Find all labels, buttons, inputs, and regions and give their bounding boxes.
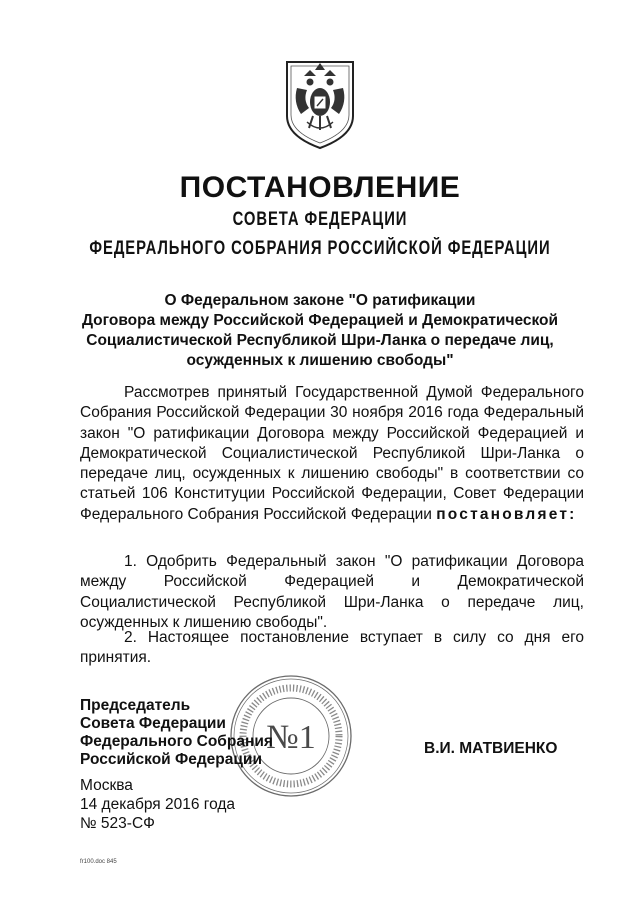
signer-position-line: Совета Федерации: [80, 715, 226, 732]
document-number: № 523-СФ: [80, 815, 155, 832]
law-title-line: О Федеральном законе "О ратификации: [164, 292, 476, 309]
stamp-number: №1: [266, 719, 316, 756]
city: Москва: [80, 777, 133, 794]
preamble-paragraph: [80, 383, 584, 525]
place-and-date: [80, 776, 235, 833]
item-2-paragraph: 2. Настоящее постановление вступает в силу со дня его принятия.: [80, 629, 584, 667]
law-title-line: Социалистической Республикой Шри-Ланка о передаче лиц,: [86, 332, 554, 349]
document-date: 14 декабря 2016 года: [80, 796, 236, 813]
signer-position-line: Председатель: [80, 697, 191, 714]
signer-position-line: Федерального Собрания: [80, 733, 273, 750]
decides-word: постановляет:: [436, 505, 577, 523]
law-title: [60, 291, 580, 371]
signer-name: В.И. МАТВИЕНКО: [424, 740, 558, 757]
item-1-paragraph: 1. Одобрить Федеральный закон "О ратификации Договора между Российской Федерацией и Демократической Социалистической Республикой Шри-Ланка о передаче лиц, осужденных к лишению свободы".: [80, 553, 584, 631]
document-subtitle-assembly: ФЕДЕРАЛЬНОГО СОБРАНИЯ РОССИЙСКОЙ ФЕДЕРАЦИИ: [89, 238, 551, 259]
law-title-line: Договора между Российской Федерацией и Демократической: [81, 312, 559, 329]
preamble-text: Рассмотрев принятый Государственной Думой Федерального Собрания Российской Федерации 30 ноября 2016 года Федеральный закон "О ратификации Договора между Российской Федерацией и Демократической Социалистической Республикой Шри-Ланка о передаче лиц, осужденных к лишению свободы" в соответствии со статьей 106 Конституции Российской Федерации, Совет Федерации Федерального Собрания Российской Федерации: [80, 384, 584, 523]
signer-position-line: Российской Федерации: [80, 751, 262, 768]
coat-of-arms-emblem-icon: [283, 58, 357, 150]
signer-position: [80, 697, 273, 769]
document-title: ПОСТАНОВЛЕНИЕ: [179, 171, 461, 204]
file-code: fr100.doc 845: [80, 859, 117, 865]
document-subtitle-council: СОВЕТА ФЕДЕРАЦИИ: [232, 209, 408, 230]
law-title-line: осужденных к лишению свободы": [186, 352, 454, 369]
